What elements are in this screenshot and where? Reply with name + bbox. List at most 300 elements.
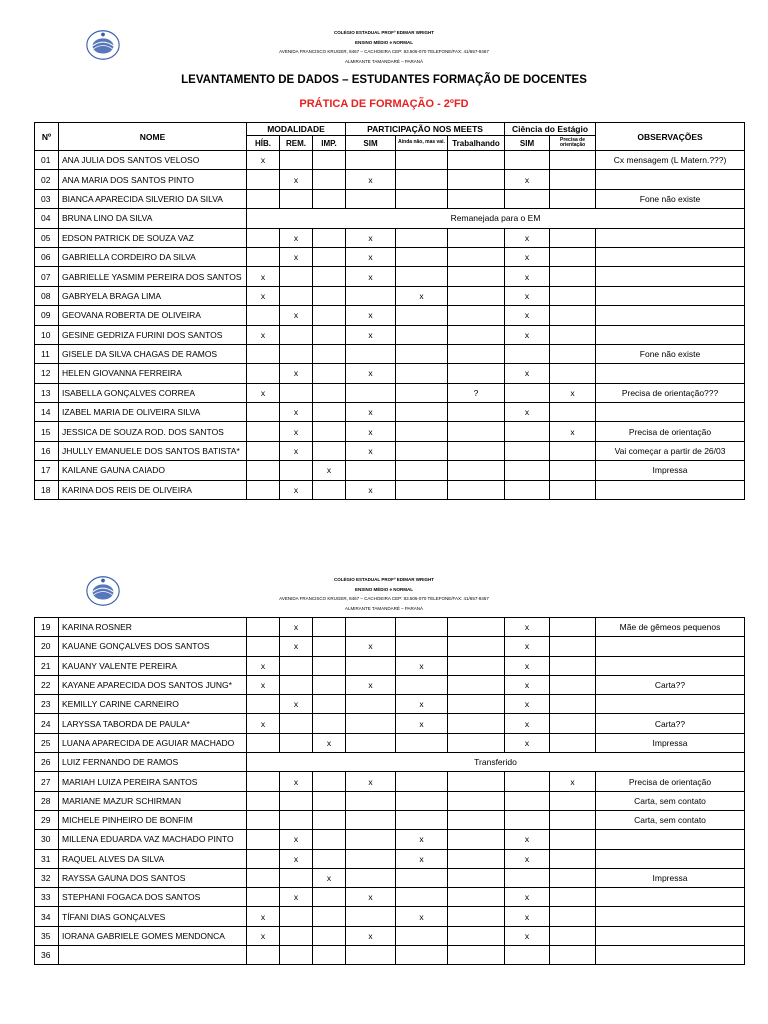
table-row — [35, 286, 745, 305]
student-name: KAUANE GONÇALVES DOS SANTOS — [59, 637, 247, 656]
student-name: ISABELLA GONÇALVES CORREA — [59, 383, 247, 402]
mark-cell — [346, 849, 396, 868]
mark-cell: x — [280, 888, 313, 907]
mark-cell: x — [247, 656, 280, 675]
mark-cell — [313, 228, 346, 247]
school-address: AVENIDA FRANCISCO KRUGER, 8467 – CACHOEIRA CEP: 83.506-070 TELEFONE/FAX: 41/657-8467 — [279, 596, 489, 601]
mark-cell — [396, 480, 448, 499]
student-name: TÍFANI DIAS GONÇALVES — [59, 907, 247, 926]
mark-cell — [346, 946, 396, 965]
mark-cell: x — [247, 325, 280, 344]
mark-cell — [247, 830, 280, 849]
mark-cell: x — [280, 247, 313, 266]
sub-ciencia-sim: SIM — [505, 136, 550, 151]
observation-cell — [596, 247, 745, 266]
mark-cell — [247, 888, 280, 907]
mark-cell — [313, 344, 346, 363]
student-name: ANA MARIA DOS SANTOS PINTO — [59, 170, 247, 189]
mark-cell: x — [247, 907, 280, 926]
col-ciencia-header: Ciência do Estágio — [505, 123, 596, 136]
mark-cell — [247, 772, 280, 791]
mark-cell — [313, 286, 346, 305]
row-number: 06 — [35, 247, 59, 266]
mark-cell — [247, 247, 280, 266]
student-name: RAQUEL ALVES DA SILVA — [59, 849, 247, 868]
mark-cell — [396, 810, 448, 829]
mark-cell — [313, 170, 346, 189]
student-name: LUIZ FERNANDO DE RAMOS — [59, 753, 247, 772]
mark-cell — [313, 364, 346, 383]
mark-cell — [396, 247, 448, 266]
sub-precisa-orientacao: Precisa de orientação — [550, 136, 596, 151]
mark-cell — [247, 344, 280, 363]
row-number: 24 — [35, 714, 59, 733]
mark-cell — [313, 618, 346, 637]
observation-cell — [596, 656, 745, 675]
mark-cell — [247, 228, 280, 247]
school-level: ENSINO MÉDIO e NORMAL — [354, 586, 413, 592]
mark-cell — [448, 733, 505, 752]
mark-cell — [550, 170, 596, 189]
mark-cell — [280, 383, 313, 402]
mark-cell — [313, 403, 346, 422]
student-name: KARINA ROSNER — [59, 618, 247, 637]
mark-cell — [396, 151, 448, 170]
mark-cell — [346, 695, 396, 714]
mark-cell — [550, 461, 596, 480]
mark-cell — [505, 383, 550, 402]
mark-cell — [313, 772, 346, 791]
sub-hib: HÍB. — [247, 136, 280, 151]
mark-cell — [448, 926, 505, 945]
table-row — [35, 830, 745, 849]
observation-cell: Mãe de gêmeos pequenos — [596, 618, 745, 637]
row-number: 31 — [35, 849, 59, 868]
mark-cell: x — [247, 286, 280, 305]
mark-cell: x — [550, 772, 596, 791]
mark-cell — [346, 286, 396, 305]
mark-cell — [247, 441, 280, 460]
mark-cell — [448, 637, 505, 656]
mark-cell — [247, 733, 280, 752]
mark-cell — [396, 675, 448, 694]
table-row — [35, 849, 745, 868]
row-number: 25 — [35, 733, 59, 752]
mark-cell — [313, 791, 346, 810]
row-number: 04 — [35, 209, 59, 228]
mark-cell: x — [346, 675, 396, 694]
mark-cell — [396, 926, 448, 945]
observation-cell: Carta, sem contato — [596, 791, 745, 810]
observation-cell — [596, 228, 745, 247]
table-row — [35, 810, 745, 829]
student-name: HELEN GIOVANNA FERREIRA — [59, 364, 247, 383]
mark-cell — [396, 461, 448, 480]
mark-cell — [313, 441, 346, 460]
mark-cell: x — [505, 286, 550, 305]
mark-cell — [280, 946, 313, 965]
mark-cell — [550, 325, 596, 344]
mark-cell — [396, 618, 448, 637]
mark-cell: x — [280, 364, 313, 383]
students-table-2 — [34, 617, 745, 965]
row-number: 01 — [35, 151, 59, 170]
observation-cell — [596, 888, 745, 907]
mark-cell — [247, 364, 280, 383]
mark-cell: x — [505, 228, 550, 247]
mark-cell — [505, 344, 550, 363]
observation-cell — [596, 926, 745, 945]
mark-cell — [280, 675, 313, 694]
table-row — [35, 247, 745, 266]
mark-cell — [346, 618, 396, 637]
mark-cell — [396, 422, 448, 441]
mark-cell — [448, 325, 505, 344]
mark-cell: x — [505, 637, 550, 656]
student-name: ANA JULIA DOS SANTOS VELOSO — [59, 151, 247, 170]
student-name: KARINA DOS REIS DE OLIVEIRA — [59, 480, 247, 499]
mark-cell — [550, 907, 596, 926]
mark-cell — [550, 791, 596, 810]
mark-cell — [550, 344, 596, 363]
mark-cell — [313, 714, 346, 733]
mark-cell — [550, 714, 596, 733]
observation-cell — [596, 306, 745, 325]
student-name: JESSICA DE SOUZA ROD. DOS SANTOS — [59, 422, 247, 441]
mark-cell — [550, 656, 596, 675]
mark-cell — [550, 306, 596, 325]
mark-cell: x — [280, 637, 313, 656]
student-name: KAYANE APARECIDA DOS SANTOS JUNG* — [59, 675, 247, 694]
mark-cell: x — [505, 325, 550, 344]
student-name: BRUNA LINO DA SILVA — [59, 209, 247, 228]
mark-cell: x — [280, 772, 313, 791]
row-number: 05 — [35, 228, 59, 247]
mark-cell — [313, 695, 346, 714]
mark-cell — [448, 656, 505, 675]
table-row — [35, 695, 745, 714]
table-row — [35, 364, 745, 383]
row-number: 27 — [35, 772, 59, 791]
mark-cell — [505, 422, 550, 441]
mark-cell: x — [247, 383, 280, 402]
student-name: MARIAH LUIZA PEREIRA SANTOS — [59, 772, 247, 791]
mark-cell: x — [346, 247, 396, 266]
school-city: ALMIRANTE TAMANDARÉ – PARANÁ — [344, 605, 424, 611]
mark-cell: x — [280, 170, 313, 189]
observation-cell: Precisa de orientação??? — [596, 383, 745, 402]
row-number: 14 — [35, 403, 59, 422]
mark-cell — [448, 810, 505, 829]
mark-cell: x — [346, 441, 396, 460]
row-number: 02 — [35, 170, 59, 189]
mark-cell — [247, 618, 280, 637]
observation-cell: Carta?? — [596, 675, 745, 694]
table-row — [35, 888, 745, 907]
table-row — [35, 461, 745, 480]
observation-cell: Carta?? — [596, 714, 745, 733]
mark-cell: x — [396, 830, 448, 849]
mark-cell: x — [505, 849, 550, 868]
mark-cell — [550, 286, 596, 305]
mark-cell: x — [505, 267, 550, 286]
mark-cell — [396, 772, 448, 791]
table-row — [35, 656, 745, 675]
row-number: 03 — [35, 189, 59, 208]
mark-cell: x — [550, 383, 596, 402]
mark-cell — [247, 422, 280, 441]
mark-cell — [280, 926, 313, 945]
mark-cell — [313, 675, 346, 694]
observation-cell — [596, 286, 745, 305]
mark-cell — [448, 364, 505, 383]
row-number: 08 — [35, 286, 59, 305]
table-row — [35, 675, 745, 694]
mark-cell: x — [505, 306, 550, 325]
mark-cell — [247, 791, 280, 810]
student-name: GISELE DA SILVA CHAGAS DE RAMOS — [59, 344, 247, 363]
observation-cell: Impressa — [596, 461, 745, 480]
mark-cell — [550, 946, 596, 965]
col-observacoes-header: OBSERVAÇÕES — [596, 123, 745, 151]
student-name: JHULLY EMANUELE DOS SANTOS BATISTA* — [59, 441, 247, 460]
mark-cell — [448, 189, 505, 208]
mark-cell — [550, 888, 596, 907]
table-row — [35, 907, 745, 926]
mark-cell — [448, 888, 505, 907]
mark-cell — [247, 946, 280, 965]
mark-cell — [247, 403, 280, 422]
mark-cell — [448, 772, 505, 791]
mark-cell — [550, 926, 596, 945]
mark-cell: x — [505, 733, 550, 752]
student-name: BIANCA APARECIDA SILVERIO DA SILVA — [59, 189, 247, 208]
student-name: IZABEL MARIA DE OLIVEIRA SILVA — [59, 403, 247, 422]
mark-cell — [448, 618, 505, 637]
mark-cell — [505, 810, 550, 829]
mark-cell: x — [247, 151, 280, 170]
observation-cell: Vai começar a partir de 26/03 — [596, 441, 745, 460]
mark-cell — [247, 480, 280, 499]
mark-cell: x — [346, 228, 396, 247]
mark-cell — [313, 189, 346, 208]
mark-cell: x — [313, 868, 346, 887]
table-row — [35, 189, 745, 208]
mark-cell — [396, 441, 448, 460]
table-row — [35, 422, 745, 441]
mark-cell — [280, 791, 313, 810]
mark-cell: x — [505, 656, 550, 675]
row-number: 26 — [35, 753, 59, 772]
mark-cell — [550, 441, 596, 460]
student-name: GESINE GEDRIZA FURINI DOS SANTOS — [59, 325, 247, 344]
mark-cell — [247, 170, 280, 189]
mark-cell — [346, 656, 396, 675]
school-address: AVENIDA FRANCISCO KRUGER, 8467 – CACHOEIRA CEP: 83.506-070 TELEFONE/FAX: 41/657-8467 — [279, 49, 489, 54]
mark-cell — [448, 228, 505, 247]
mark-cell — [280, 714, 313, 733]
mark-cell — [396, 344, 448, 363]
table-row — [35, 267, 745, 286]
observation-cell — [596, 849, 745, 868]
mark-cell — [448, 403, 505, 422]
observation-cell — [596, 364, 745, 383]
mark-cell: x — [505, 907, 550, 926]
row-number: 09 — [35, 306, 59, 325]
mark-cell — [448, 868, 505, 887]
table-2-body — [35, 618, 745, 965]
school-header — [0, 28, 768, 66]
mark-cell — [505, 946, 550, 965]
mark-cell: x — [396, 286, 448, 305]
mark-cell: x — [280, 228, 313, 247]
table-row — [35, 441, 745, 460]
observation-cell — [596, 830, 745, 849]
mark-cell — [448, 441, 505, 460]
mark-cell: x — [505, 695, 550, 714]
mark-cell — [448, 151, 505, 170]
mark-cell — [396, 791, 448, 810]
mark-cell — [346, 907, 396, 926]
observation-cell: Precisa de orientação — [596, 772, 745, 791]
row-number: 10 — [35, 325, 59, 344]
row-status-merged: Remanejada para o EM — [247, 209, 745, 228]
student-name: EDSON PATRICK DE SOUZA VAZ — [59, 228, 247, 247]
observation-cell — [596, 170, 745, 189]
mark-cell — [448, 675, 505, 694]
document-subtitle: PRÁTICA DE FORMAÇÃO - 2ºFD — [299, 98, 469, 110]
mark-cell: x — [396, 907, 448, 926]
mark-cell: x — [280, 695, 313, 714]
col-participacao-header: PARTICIPAÇÃO NOS MEETS — [346, 123, 505, 136]
mark-cell — [505, 772, 550, 791]
mark-cell — [313, 926, 346, 945]
table-row — [35, 151, 745, 170]
mark-cell — [396, 364, 448, 383]
col-modalidade-header: MODALIDADE — [247, 123, 346, 136]
row-number: 17 — [35, 461, 59, 480]
mark-cell — [346, 189, 396, 208]
mark-cell — [448, 247, 505, 266]
mark-cell — [313, 480, 346, 499]
observation-cell — [596, 267, 745, 286]
student-name: IORANA GABRIELE GOMES MENDONCA — [59, 926, 247, 945]
row-number: 30 — [35, 830, 59, 849]
school-name: COLÉGIO ESTADUAL PROFº EDIMAR WRIGHT — [334, 30, 434, 35]
row-number: 35 — [35, 926, 59, 945]
mark-cell — [346, 461, 396, 480]
mark-cell — [247, 868, 280, 887]
table-row — [35, 868, 745, 887]
mark-cell — [550, 247, 596, 266]
mark-cell — [448, 830, 505, 849]
table-row — [35, 383, 745, 402]
sub-imp: IMP. — [313, 136, 346, 151]
student-name: MICHELE PINHEIRO DE BONFIM — [59, 810, 247, 829]
school-level: ENSINO MÉDIO e NORMAL — [354, 39, 413, 45]
observation-cell: Impressa — [596, 868, 745, 887]
col-number-header: Nº — [35, 123, 59, 151]
mark-cell: x — [346, 403, 396, 422]
mark-cell: x — [346, 480, 396, 499]
header-row-groups — [35, 123, 745, 136]
mark-cell — [346, 810, 396, 829]
mark-cell — [396, 637, 448, 656]
mark-cell — [396, 170, 448, 189]
table-row — [35, 926, 745, 945]
observation-cell — [596, 946, 745, 965]
mark-cell: x — [505, 170, 550, 189]
mark-cell — [396, 228, 448, 247]
mark-cell: x — [396, 714, 448, 733]
row-number: 22 — [35, 675, 59, 694]
mark-cell: x — [505, 830, 550, 849]
mark-cell: x — [280, 480, 313, 499]
row-number: 28 — [35, 791, 59, 810]
mark-cell — [280, 733, 313, 752]
mark-cell: x — [346, 422, 396, 441]
mark-cell: x — [313, 733, 346, 752]
student-name: GABRIELLE YASMIM PEREIRA DOS SANTOS — [59, 267, 247, 286]
mark-cell — [448, 267, 505, 286]
observation-cell: Carta, sem contato — [596, 810, 745, 829]
mark-cell — [448, 461, 505, 480]
mark-cell: x — [313, 461, 346, 480]
mark-cell — [448, 946, 505, 965]
mark-cell: x — [505, 926, 550, 945]
mark-cell — [550, 618, 596, 637]
mark-cell — [313, 849, 346, 868]
student-name: MILLENA EDUARDA VAZ MACHADO PINTO — [59, 830, 247, 849]
mark-cell — [396, 383, 448, 402]
sub-ainda-nao: Ainda não, mas vai. — [396, 136, 448, 151]
row-number: 13 — [35, 383, 59, 402]
school-name: COLÉGIO ESTADUAL PROFº EDIMAR WRIGHT — [334, 577, 434, 582]
mark-cell — [448, 422, 505, 441]
mark-cell: x — [346, 888, 396, 907]
mark-cell — [247, 810, 280, 829]
observation-cell — [596, 480, 745, 499]
mark-cell — [448, 907, 505, 926]
row-number: 33 — [35, 888, 59, 907]
row-number: 18 — [35, 480, 59, 499]
mark-cell — [396, 267, 448, 286]
page-2 — [0, 560, 768, 1024]
mark-cell — [505, 441, 550, 460]
mark-cell: x — [346, 364, 396, 383]
row-number: 29 — [35, 810, 59, 829]
mark-cell — [346, 830, 396, 849]
mark-cell: x — [505, 888, 550, 907]
mark-cell — [313, 888, 346, 907]
mark-cell: ? — [448, 383, 505, 402]
student-name — [59, 946, 247, 965]
table-row — [35, 618, 745, 637]
sub-meets-sim: SIM — [346, 136, 396, 151]
mark-cell — [313, 946, 346, 965]
mark-cell — [550, 637, 596, 656]
student-name: KEMILLY CARINE CARNEIRO — [59, 695, 247, 714]
mark-cell — [247, 849, 280, 868]
mark-cell — [247, 461, 280, 480]
mark-cell — [550, 849, 596, 868]
row-number: 20 — [35, 637, 59, 656]
mark-cell — [313, 810, 346, 829]
mark-cell — [550, 675, 596, 694]
row-status-merged: Transferido — [247, 753, 745, 772]
mark-cell — [313, 247, 346, 266]
mark-cell — [346, 791, 396, 810]
